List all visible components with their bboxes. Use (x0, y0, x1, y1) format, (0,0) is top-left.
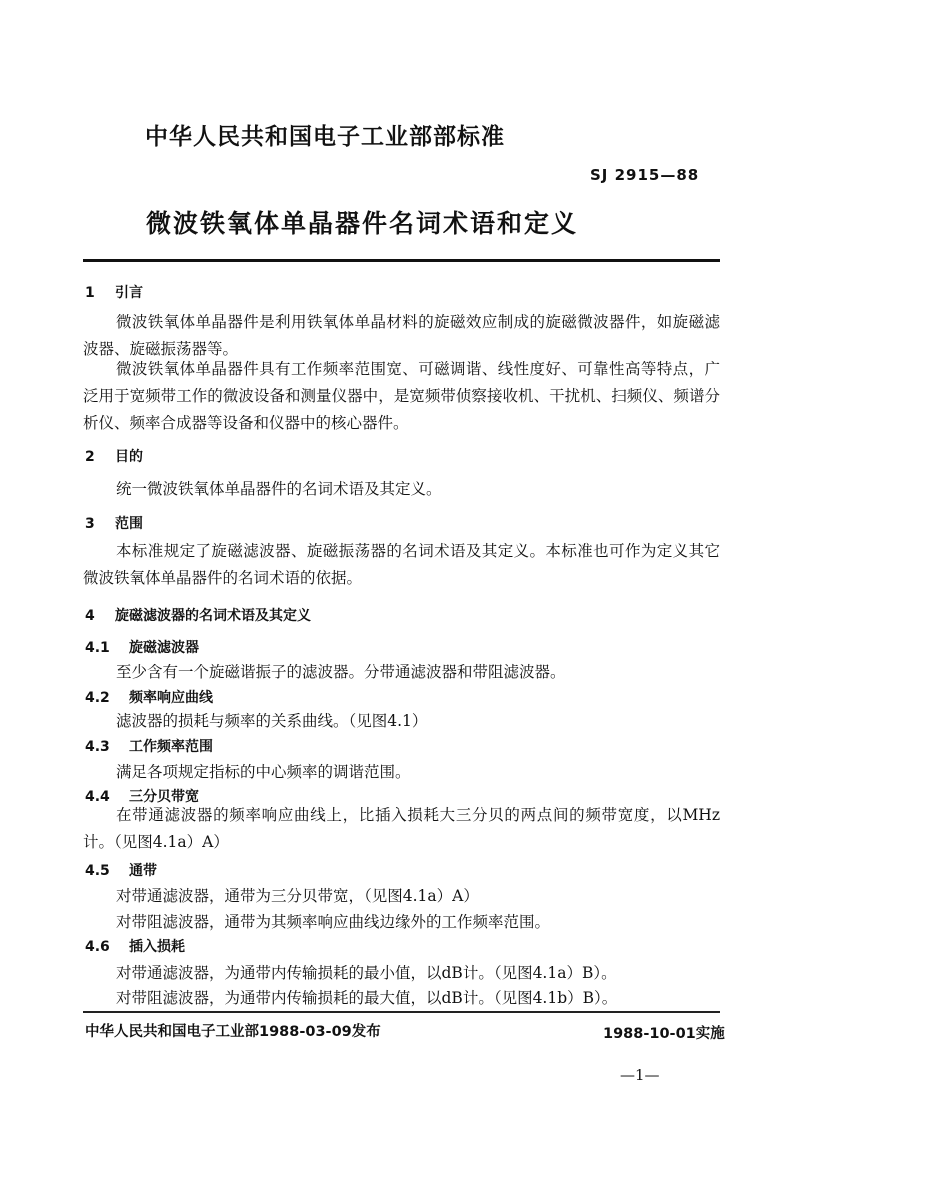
clause-term: 工作频率范围 (129, 739, 213, 755)
effective-date: 1988-10-01实施 (603, 1026, 725, 1042)
section-title: 目的 (115, 449, 143, 465)
clause-4-4-definition: 在带通滤波器的频率响应曲线上，比插入损耗大三分贝的两点间的频带宽度，以MHz计。（见图4.1a）A） (83, 806, 720, 851)
clause-4-3-heading (85, 736, 213, 756)
clause-number: 4.6 (85, 939, 110, 955)
clause-term: 频率响应曲线 (129, 690, 213, 706)
section-2-paragraph-1: 统一微波铁氧体单晶器件的名词术语及其定义。 (116, 480, 442, 498)
clause-number: 4.1 (85, 640, 110, 656)
standard-code: SJ 2915—88 (590, 166, 700, 184)
clause-number: 4.5 (85, 863, 110, 879)
clause-4-5-heading (85, 860, 157, 880)
clause-4-1-definition: 至少含有一个旋磁谐振子的滤波器。分带通滤波器和带阻滤波器。 (116, 663, 566, 681)
clause-term: 插入损耗 (129, 939, 185, 955)
section-3-paragraph-1: 本标准规定了旋磁滤波器、旋磁振荡器的名词术语及其定义。本标准也可作为定义其它微波铁氧体单晶器件的名词术语的依据。 (83, 542, 720, 587)
section-number: 4 (85, 608, 95, 624)
clause-term: 旋磁滤波器 (129, 640, 199, 656)
document-title: 微波铁氧体单晶器件名词术语和定义 (146, 209, 579, 238)
section-number: 2 (85, 449, 95, 465)
issuing-organization: 中华人民共和国电子工业部部标准 (145, 124, 505, 150)
section-1-paragraph-2: 微波铁氧体单晶器件具有工作频率范围宽、可磁调谐、线性度好、可靠性高等特点，广泛用于宽频带工作的微波设备和测量仪器中，是宽频带侦察接收机、干扰机、扫频仪、频谱分析仪、频率合成器等设备和仪器中的核心器件。 (83, 360, 720, 432)
clause-4-1-heading (85, 637, 199, 657)
section-1-heading (85, 282, 143, 302)
clause-4-3-definition: 满足各项规定指标的中心频率的调谐范围。 (116, 763, 411, 781)
clause-term: 三分贝带宽 (129, 789, 199, 805)
clause-number: 4.3 (85, 739, 110, 755)
clause-number: 4.2 (85, 690, 110, 706)
section-title: 引言 (115, 285, 143, 301)
clause-4-2-definition: 滤波器的损耗与频率的关系曲线。（见图4.1） (116, 712, 428, 730)
clause-4-6-definition-line-1: 对带通滤波器，为通带内传输损耗的最小值，以dB计。（见图4.1a）B）。 (116, 964, 617, 982)
header-divider (83, 259, 720, 262)
section-number: 3 (85, 516, 95, 532)
section-title: 旋磁滤波器的名词术语及其定义 (115, 608, 311, 624)
issue-date: 中华人民共和国电子工业部1988-03-09发布 (85, 1024, 381, 1040)
clause-4-6-definition-line-2: 对带阻滤波器，为通带内传输损耗的最大值，以dB计。（见图4.1b）B）。 (116, 989, 618, 1007)
clause-number: 4.4 (85, 789, 110, 805)
section-title: 范围 (115, 516, 143, 532)
footer-divider (83, 1011, 720, 1013)
section-4-heading (85, 605, 311, 625)
clause-4-5-definition-line-1: 对带通滤波器，通带为三分贝带宽，（见图4.1a）A） (116, 887, 479, 905)
page-number: —1— (620, 1066, 660, 1084)
section-number: 1 (85, 285, 95, 301)
section-1-paragraph-1: 微波铁氧体单晶器件是利用铁氧体单晶材料的旋磁效应制成的旋磁微波器件，如旋磁滤波器、旋磁振荡器等。 (83, 313, 720, 358)
section-3-heading (85, 513, 143, 533)
section-2-heading (85, 446, 143, 466)
clause-4-5-definition-line-2: 对带阻滤波器，通带为其频率响应曲线边缘外的工作频率范围。 (116, 913, 551, 931)
clause-term: 通带 (129, 863, 157, 879)
clause-4-2-heading (85, 687, 213, 707)
clause-4-6-heading (85, 936, 185, 956)
